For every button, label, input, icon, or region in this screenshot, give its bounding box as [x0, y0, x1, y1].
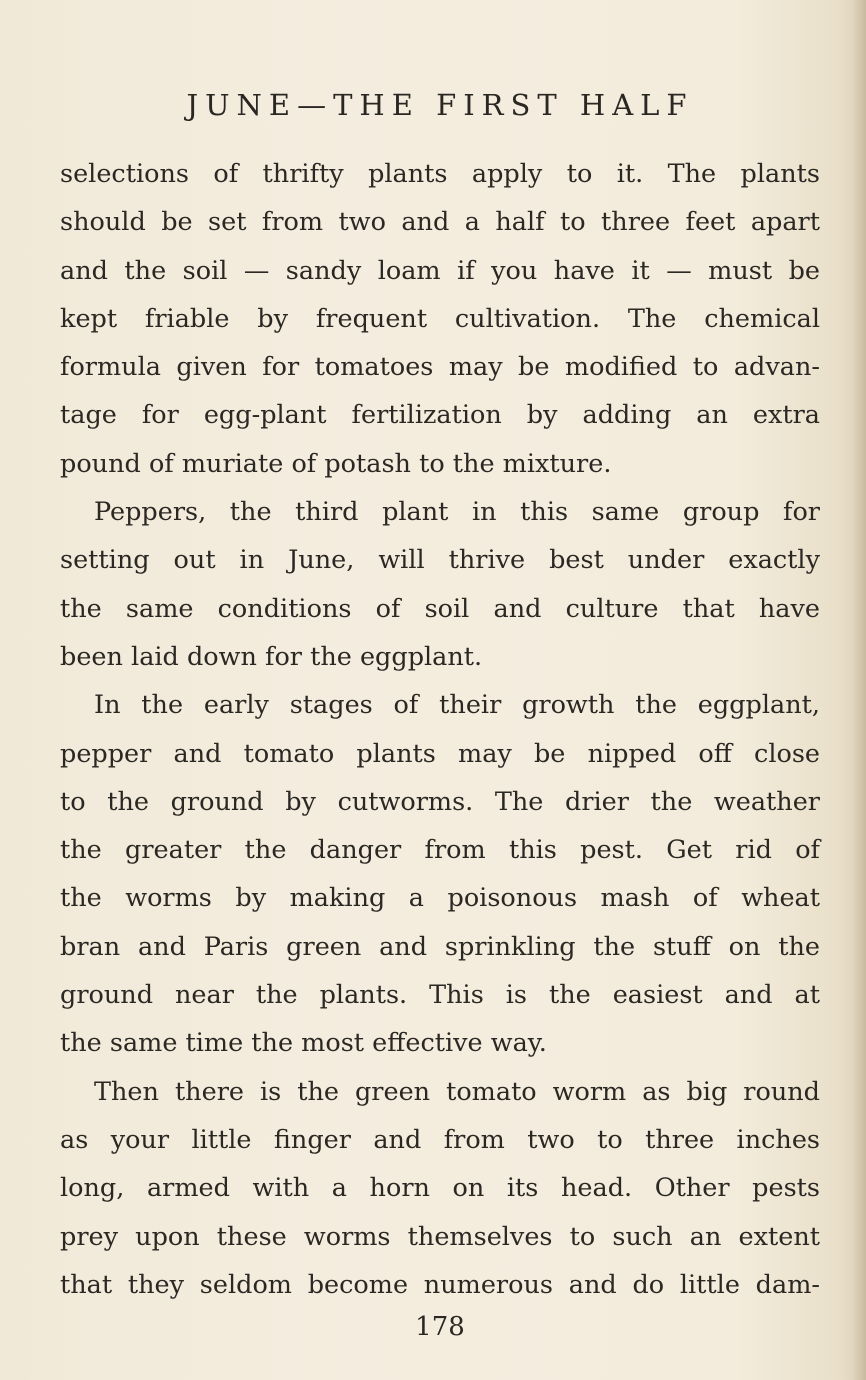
text-line: been laid down for the eggplant.: [60, 641, 483, 672]
text-line: prey upon these worms themselves to such an extent: [60, 1221, 820, 1252]
text-line: the same conditions of soil and culture that have: [60, 593, 820, 624]
text-line: and the soil — sandy loam if you have it — must be: [60, 255, 820, 286]
text-line: setting out in June, will thrive best under exactly: [60, 545, 820, 576]
text-line: Then there is the green tomato worm as big round: [94, 1076, 820, 1107]
page-number: 178: [415, 1312, 465, 1342]
running-head: JUNE—THE FIRST HALF: [186, 88, 694, 122]
text-line: pound of muriate of potash to the mixture.: [60, 448, 612, 479]
text-line: should be set from two and a half to three feet apart: [60, 207, 820, 238]
text-line: formula given for tomatoes may be modified to advan-: [60, 352, 820, 383]
text-line: the greater the danger from this pest. Get rid of: [60, 835, 820, 866]
text-line: pepper and tomato plants may be nipped off close: [60, 738, 820, 769]
text-line: the worms by making a poisonous mash of wheat: [60, 883, 820, 914]
text-line: Peppers, the third plant in this same group for: [94, 497, 820, 528]
text-line: selections of thrifty plants apply to it. The plants: [60, 159, 820, 189]
page-edge-shadow: [852, 0, 866, 1380]
text-line: long, armed with a horn on its head. Other pests: [60, 1173, 820, 1204]
text-line: ground near the plants. This is the easiest and at: [60, 980, 820, 1011]
text-line: bran and Paris green and sprinkling the stuff on the: [60, 931, 820, 962]
text-line: kept friable by frequent cultivation. The chemical: [60, 303, 820, 334]
text-line: to the ground by cutworms. The drier the weather: [60, 786, 820, 817]
text-line: tage for egg-plant fertilization by adding an extra: [60, 400, 820, 431]
text-line: as your little finger and from two to three inches: [60, 1124, 820, 1155]
text-line: that they seldom become numerous and do little dam-: [60, 1269, 820, 1300]
text-line: the same time the most effective way.: [60, 1028, 547, 1059]
body-text: [60, 150, 820, 1309]
text-line: In the early stages of their growth the eggplant,: [94, 690, 820, 721]
